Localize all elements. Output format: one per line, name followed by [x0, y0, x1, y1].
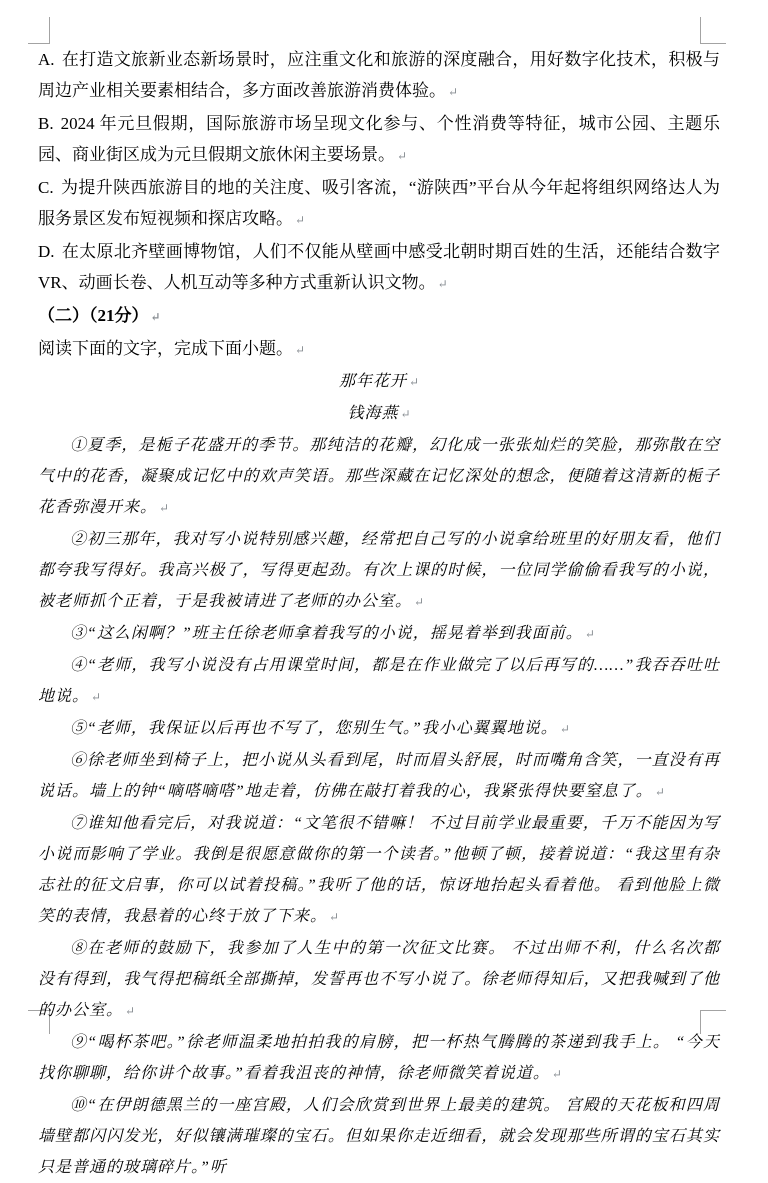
- passage-title-text: 那年花开: [338, 373, 407, 390]
- section-heading: [38, 300, 720, 333]
- passage-paragraph-6-text: ⑥徐老师坐到椅子上，把小说从头看到尾，时而眉头舒展，时而嘴角含笑，一直没有再说话。墙上的钟“嘀嗒嘀嗒”地走着，仿佛在敲打着我的心，我紧张得快要窒息了。: [38, 752, 720, 800]
- passage-paragraph-3-text: ③“这么闲啊？”班主任徐老师拿着我写的小说，摇晃着举到我面前。: [70, 625, 583, 642]
- passage-paragraph-8-text: ⑧在老师的鼓励下，我参加了人生中的第一次征文比赛。 不过出师不利，什么名次都没有得到，我气得把稿纸全部撕掉，发誓再也不写小说了。徐老师得知后，又把我喊到了他的办公室。: [38, 940, 720, 1019]
- paragraph-mark-icon: ↵: [125, 1004, 136, 1018]
- paragraph-mark-icon: ↵: [654, 785, 665, 799]
- paragraph-mark-icon: ↵: [584, 627, 595, 641]
- passage-paragraph-3: [38, 618, 720, 650]
- paragraph-mark-icon: ↵: [414, 595, 425, 609]
- passage-paragraph-9: [38, 1027, 720, 1090]
- passage-paragraph-10: [38, 1090, 720, 1183]
- passage-paragraph-1: [38, 430, 720, 524]
- section-heading-text: （二）（21分）: [38, 306, 149, 325]
- reading-instruction-text: 阅读下面的文字，完成下面小题。: [38, 339, 293, 358]
- page-content: [38, 44, 720, 1183]
- paragraph-mark-icon: ↵: [551, 1067, 562, 1081]
- passage-paragraph-8: [38, 933, 720, 1027]
- passage-paragraph-4: [38, 650, 720, 713]
- passage-paragraph-5-text: ⑤“老师，我保证以后再也不写了，您别生气。”我小心翼翼地说。: [70, 720, 558, 737]
- paragraph-mark-icon: ↵: [295, 213, 306, 227]
- option-a-text: 在打造文旅新业态新场景时，应注重文化和旅游的深度融合，用好数字化技术，积极与周边产业相关要素相结合，多方面改善旅游消费体验。: [38, 50, 720, 100]
- passage-paragraph-6: [38, 745, 720, 808]
- option-b-label: B.: [38, 114, 54, 133]
- paragraph-mark-icon: ↵: [329, 910, 340, 924]
- passage-paragraph-7: [38, 808, 720, 933]
- reading-instruction: [38, 333, 720, 366]
- option-c-text: 为提升陕西旅游目的地的关注度、吸引客流，“游陕西”平台从今年起将组织网络达人为服务景区发布短视频和探店攻略。: [38, 178, 720, 228]
- passage-paragraph-1-text: ①夏季，是栀子花盛开的季节。那纯洁的花瓣，幻化成一张张灿烂的笑脸，那弥散在空气中的花香，凝聚成记忆中的欢声笑语。那些深藏在记忆深处的想念，便随着这清新的栀子花香弥漫开来。: [38, 437, 720, 516]
- option-d-label: D.: [38, 242, 55, 261]
- paragraph-mark-icon: ↵: [150, 310, 161, 324]
- crop-mark-top-left-icon: [28, 17, 50, 44]
- option-c-label: C.: [38, 178, 54, 197]
- passage-author-text: 钱海燕: [347, 405, 399, 422]
- passage-paragraph-4-text: ④“老师，我写小说没有占用课堂时间，都是在作业做完了以后再写的……”我吞吞吐吐地说。: [38, 657, 720, 705]
- paragraph-mark-icon: ↵: [408, 375, 420, 389]
- passage-paragraph-5: [38, 713, 720, 745]
- option-a-label: A.: [38, 50, 55, 69]
- paragraph-mark-icon: ↵: [397, 149, 408, 163]
- option-b-text: 2024 年元旦假期，国际旅游市场呈现文化参与、个性消费等特征，城市公园、主题乐园、商业街区成为元旦假期文旅休闲主要场景。: [38, 114, 720, 164]
- choice-option-d: [38, 236, 720, 300]
- paragraph-mark-icon: ↵: [437, 277, 448, 291]
- passage-paragraph-2: [38, 524, 720, 618]
- choice-option-a: [38, 44, 720, 108]
- paragraph-mark-icon: ↵: [400, 407, 411, 421]
- paragraph-mark-icon: ↵: [559, 722, 570, 736]
- passage-author: [38, 398, 720, 430]
- choice-option-b: [38, 108, 720, 172]
- passage-paragraph-9-text: ⑨“喝杯茶吧。”徐老师温柔地拍拍我的肩膀，把一杯热气腾腾的茶递到我手上。 “今天找你聊聊，给你讲个故事。”看着我沮丧的神情，徐老师微笑着说道。: [38, 1034, 720, 1082]
- passage-paragraph-7-text: ⑦谁知他看完后，对我说道：“文笔很不错嘛！ 不过目前学业最重要，千万不能因为写小说而影响了学业。我倒是很愿意做你的第一个读者。”他顿了顿，接着说道：“我这里有杂志社的征文启事，你可以试着投稿。”我听了他的话，惊讶地抬起头看着他。 看到他脸上微笑的表情，我悬着的心终于放了下来。: [38, 815, 720, 925]
- paragraph-mark-icon: ↵: [159, 501, 170, 515]
- paragraph-mark-icon: ↵: [91, 690, 102, 704]
- paragraph-mark-icon: ↵: [295, 343, 306, 357]
- passage-paragraph-10-text: ⑩“在伊朗德黑兰的一座宫殿，人们会欣赏到世界上最美的建筑。 宫殿的天花板和四周墙壁都闪闪发光，好似镶满璀璨的宝石。但如果你走近细看，就会发现那些所谓的宝石其实只是普通的玻璃碎片。”听: [38, 1097, 720, 1176]
- option-d-text: 在太原北齐壁画博物馆，人们不仅能从壁画中感受北朝时期百姓的生活，还能结合数字 VR、动画长卷、人机互动等多种方式重新认识文物。: [38, 242, 720, 292]
- choice-option-c: [38, 172, 720, 236]
- passage-title: [38, 366, 720, 398]
- crop-mark-top-right-icon: [700, 17, 726, 44]
- paragraph-mark-icon: ↵: [448, 85, 459, 99]
- passage-paragraph-2-text: ②初三那年，我对写小说特别感兴趣，经常把自己写的小说拿给班里的好朋友看，他们都夸我写得好。我高兴极了，写得更起劲。有次上课的时候，一位同学偷偷看我写的小说，被老师抓个正着，于是我被请进了老师的办公室。: [38, 531, 720, 610]
